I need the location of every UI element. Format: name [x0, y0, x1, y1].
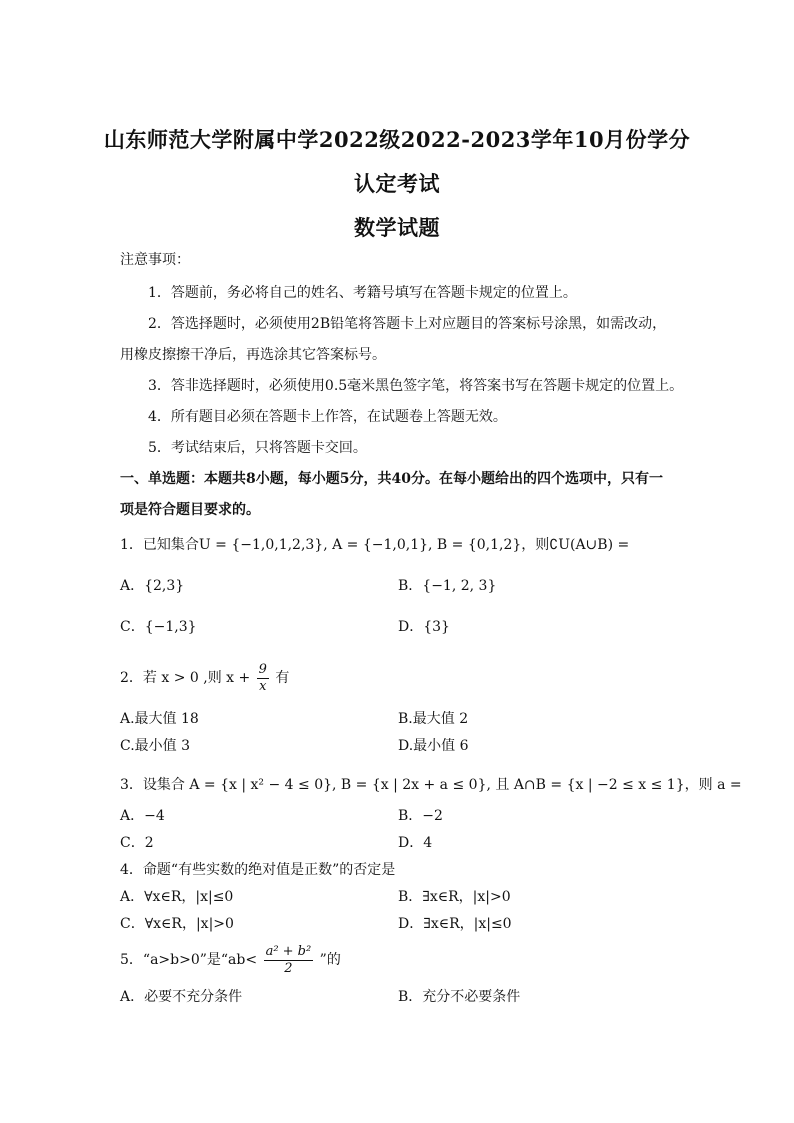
question-2-fraction	[257, 662, 269, 695]
question-4-option-a: A．∀x∈R，|x|≤0	[120, 889, 234, 905]
question-5-fraction	[264, 944, 314, 977]
question-2-fraction-numerator: 9	[258, 661, 267, 677]
question-3-option-b: B．−2	[398, 808, 443, 824]
question-4-stem: 4．命题“有些实数的绝对值是正数”的否定是	[120, 862, 396, 878]
question-5-fraction-numerator: a² + b²	[265, 943, 312, 959]
exam-title-line2: 认定考试	[354, 171, 440, 196]
exam-subject: 数学试题	[354, 215, 440, 240]
question-3-stem: 3．设集合 A = {x | x² − 4 ≤ 0}, B = {x | 2x + a ≤ 0}, 且 A∩B = {x | −2 ≤ x ≤ 1}，则 a =	[120, 777, 742, 793]
question-1-stem: 1．已知集合U = {−1,0,1,2,3}, A = {−1,0,1}, B = {0,1,2}，则∁U(A∪B) =	[120, 537, 630, 553]
notes-heading: 注意事项：	[120, 252, 190, 268]
question-5-stem-post: ”的	[319, 952, 341, 968]
question-4-option-c: C．∀x∈R，|x|>0	[120, 916, 234, 932]
section-heading-line2: 项是符合题目要求的。	[120, 502, 260, 518]
question-1-option-c: C．{−1,3}	[120, 619, 197, 635]
question-3-option-c: C．2	[120, 835, 154, 851]
note-item-5: 5．考试结束后，只将答题卡交回。	[148, 440, 367, 456]
question-1-option-d: D．{3}	[398, 619, 450, 635]
question-2-fraction-denominator: x	[259, 678, 267, 694]
question-3-option-d: D．4	[398, 835, 433, 851]
question-1-option-b: B．{−1, 2, 3}	[398, 578, 497, 594]
question-2-option-d: D.最小值 6	[398, 738, 469, 754]
note-item-4: 4．所有题目必须在答题卡上作答，在试题卷上答题无效。	[148, 409, 507, 425]
question-4-option-d: D．∃x∈R，|x|≤0	[398, 916, 512, 932]
section-heading-line1: 一、单选题：本题共8小题，每小题5分，共40分。在每小题给出的四个选项中，只有一	[120, 471, 663, 487]
note-item-2-cont: 用橡皮擦擦干净后，再选涂其它答案标号。	[120, 347, 386, 363]
note-item-2: 2．答选择题时，必须使用2B铅笔将答题卡上对应题目的答案标号涂黑，如需改动，	[148, 316, 667, 332]
question-5-fraction-denominator: 2	[284, 960, 293, 976]
question-2-option-c: C.最小值 3	[120, 738, 191, 754]
question-2-stem	[120, 660, 289, 696]
note-item-1: 1．答题前，务必将自己的姓名、考籍号填写在答题卡规定的位置上。	[148, 285, 577, 301]
question-5-stem-pre: 5．“a>b>0”是“ab<	[120, 952, 258, 968]
question-2-option-b: B.最大值 2	[398, 711, 469, 727]
question-1-option-a: A．{2,3}	[120, 578, 185, 594]
question-5-option-b: B．充分不必要条件	[398, 989, 521, 1005]
question-5-option-a: A．必要不充分条件	[120, 989, 243, 1005]
question-2-stem-post: 有	[275, 670, 290, 686]
question-2-stem-pre: 2．若 x > 0 ,则 x +	[120, 670, 251, 686]
question-2-option-a: A.最大值 18	[120, 711, 199, 727]
exam-title-line1: 山东师范大学附属中学2022级2022-2023学年10月份学分	[103, 127, 691, 152]
question-4-option-b: B．∃x∈R，|x|>0	[398, 889, 511, 905]
note-item-3: 3．答非选择题时，必须使用0.5毫米黑色签字笔，将答案书写在答题卡规定的位置上。	[148, 378, 684, 394]
question-3-option-a: A．−4	[120, 808, 165, 824]
question-5-stem	[120, 942, 341, 978]
